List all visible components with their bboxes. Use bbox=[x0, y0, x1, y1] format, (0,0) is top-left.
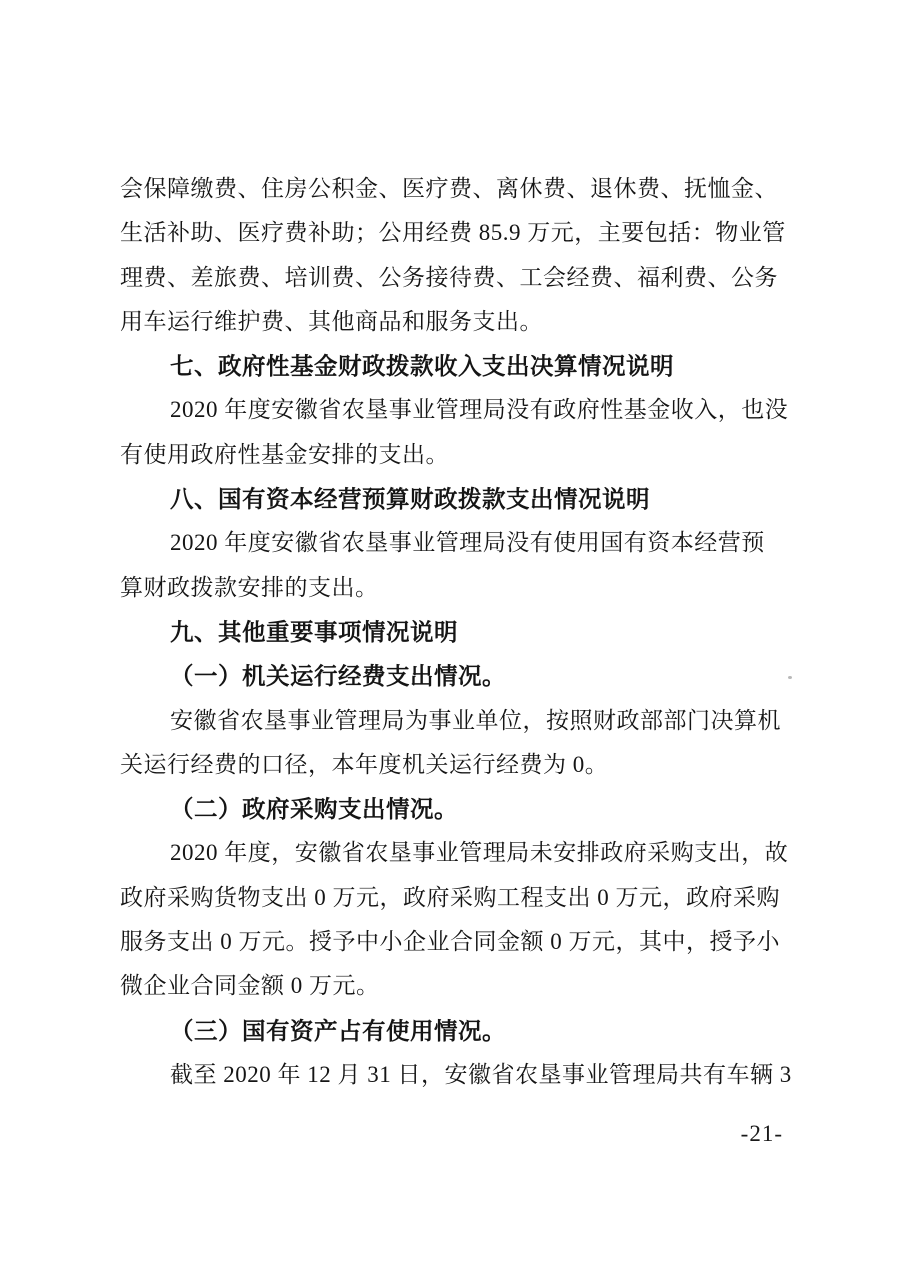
paragraph-line: 会保障缴费、住房公积金、医疗费、离休费、退休费、抚恤金、 bbox=[120, 176, 778, 201]
paragraph-line: 生活补助、医疗费补助；公用经费 85.9 万元，主要包括：物业管 bbox=[120, 220, 786, 246]
heading-subsection-2: （二）政府采购支出情况。 bbox=[170, 796, 458, 823]
heading-section-9: 九、其他重要事项情况说明 bbox=[170, 618, 458, 645]
heading-section-7: 七、政府性基金财政拨款收入支出决算情况说明 bbox=[170, 353, 674, 380]
paragraph-line: 截至 2020 年 12 月 31 日，安徽省农垦事业管理局共有车辆 3 bbox=[170, 1061, 792, 1087]
heading-subsection-3: （三）国有资产占有使用情况。 bbox=[170, 1017, 506, 1044]
heading-subsection-1: （一）机关运行经费支出情况。 bbox=[170, 663, 506, 690]
heading-section-8: 八、国有资本经营预算财政拨款支出情况说明 bbox=[170, 486, 650, 513]
paragraph-line: 微企业合同金额 0 万元。 bbox=[120, 973, 380, 999]
text-column bbox=[120, 167, 792, 1097]
paragraph-line: 2020 年度安徽省农垦事业管理局没有使用国有资本经营预 bbox=[170, 530, 765, 556]
paragraph-line: 安徽省农垦事业管理局为事业单位，按照财政部部门决算机 bbox=[170, 707, 781, 733]
paragraph-line: 服务支出 0 万元。授予中小企业合同金额 0 万元，其中，授予小 bbox=[120, 929, 780, 955]
paragraph-line: 政府采购货物支出 0 万元，政府采购工程支出 0 万元，政府采购 bbox=[120, 884, 780, 910]
page-number: -21- bbox=[740, 1121, 783, 1146]
paragraph-line: 用车运行维护费、其他商品和服务支出。 bbox=[120, 308, 543, 334]
paragraph-line: 理费、差旅费、培训费、公务接待费、工会经费、福利费、公务 bbox=[120, 264, 778, 290]
paragraph-line: 关运行经费的口径，本年度机关运行经费为 0。 bbox=[120, 751, 609, 777]
paragraph-line: 算财政拨款安排的支出。 bbox=[120, 574, 379, 600]
paragraph-line: 2020 年度安徽省农垦事业管理局没有政府性基金收入，也没 bbox=[170, 397, 789, 423]
scan-speck bbox=[788, 676, 792, 679]
paragraph-line: 2020 年度，安徽省农垦事业管理局未安排政府采购支出，故 bbox=[170, 840, 789, 866]
paragraph-line: 有使用政府性基金安排的支出。 bbox=[120, 441, 449, 467]
